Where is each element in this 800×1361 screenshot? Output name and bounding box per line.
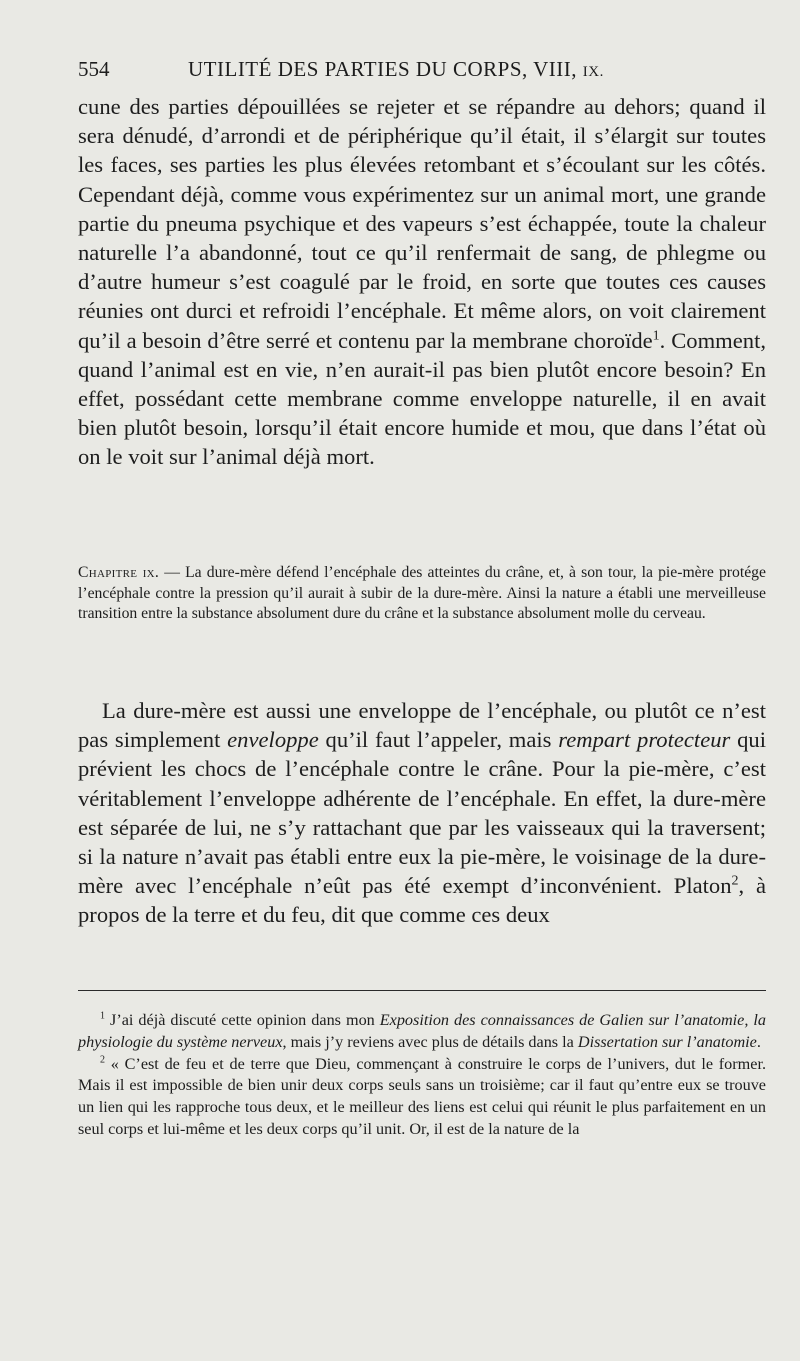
footnote-title: Exposition des connaissances de Galien sur l’anatomie, la physiologie du système nerveux [78,1011,766,1051]
chapter-summary [78,563,766,625]
paragraph-text: qu’il faut l’appeler, mais [318,727,559,753]
paragraph-text: . Comment, quand l’animal est en vie, n’en aurait-il pas bien plutôt encore besoin? En effet, possédant cette membrane comme enveloppe naturelle, il en avait bien plutôt besoin, lorsqu’il était encore humide et mou, que dans l’état où on le voit sur l’animal déjà mort. [78,327,766,470]
paragraph-text: cune des parties dépouillées se rejeter et se répandre au dehors; quand il sera dénudé, d’arrondi et de périphérique qu’il était, il s’élargit sur toutes les faces, ses parties les plus élevées retombant et s’écoulant sur les côtés. Cependant déjà, comme vous expérimentez sur un animal mort, une grande partie du pneuma psychique et des vapeurs s’est échappée, toute la chaleur naturelle l’a abandonné, tout ce qu’il renfermait de sang, de phlegme ou d’autre humeur s’est coagulé par le froid, en sorte que toutes ces causes réunies ont durci et refroidi l’encéphale. Et même alors, on voit clairement qu’il a besoin d’être serré et contenu par la membrane choroïde [78,94,766,353]
paragraph [78,696,766,930]
footnote-ref: 2 [731,873,739,889]
chapter-summary-text: — La dure-mère défend l’encéphale des atteintes du crâne, et, à son tour, la pie-mère protége l’encéphale contre la pression qu’il aurait à subir de la dure-mère. Ainsi la nature a établi une merveilleuse transition entre la substance absolument dure du crâne et la substance absolument molle du cerveau. [78,564,766,623]
chapter-text [78,696,766,930]
footnote-ref: 1 [652,328,660,344]
section-number: IX. [582,64,604,80]
footnote-text: J’ai déjà discuté cette opinion dans mon [105,1011,380,1029]
page-number: 554 [78,57,110,81]
footnotes [78,1010,766,1141]
footnote-text: « C’est de feu et de terre que Dieu, commençant à construire le corps de l’univers, dut le former. Mais il est impossible de bien unir deux corps seuls sans un troisième; car il faut qu’entre eux se trouve un lien qui les rapproche tous deux, et le meilleur des liens est celui qui réunit le plus parfaitement en un seul corps et lui-même et les deux corps qu’il unit. Or, il est de la nature de la [78,1054,766,1138]
paragraph-text: La dure-mère est aussi une enveloppe de l’encéphale, ou plutôt ce n’est pas simplement [78,698,766,753]
italic-term: enveloppe [227,727,319,753]
paragraph-text: qui prévient les chocs de l’encéphale contre le crâne. Pour la pie-mère, c’est véritablement l’enveloppe adhérente de l’encéphale. En effet, la dure-mère est séparée de lui, ne s’y rattachant que par les vaisseaux qui la traversent; si la nature n’avait pas établi entre eux la pie-mère, le voisinage de la dure-mère avec l’encéphale n’eût pas été exempt d’inconvénient. Platon [78,727,766,899]
paragraph-text: , à propos de la terre et du feu, dit que comme ces deux [78,873,766,928]
footnote-text: . [756,1032,761,1051]
paragraph [78,92,766,472]
footnote-mark: 1 [100,1010,106,1022]
chapter-heading: Chapitre ix. [78,564,160,581]
main-text [78,92,766,472]
footnote [78,1054,766,1141]
footnote-divider [78,990,766,991]
footnote-text: , mais j’y reviens avec plus de détails dans la [282,1032,578,1051]
footnote-mark: 2 [100,1054,106,1066]
italic-term: rempart protecteur [558,727,731,753]
running-header [78,56,768,85]
running-title [188,56,604,85]
running-title-text: UTILITÉ DES PARTIES DU CORPS, VIII, [188,57,578,81]
footnote-title: Dissertation sur l’anatomie [577,1032,757,1051]
footnote [78,1010,766,1054]
